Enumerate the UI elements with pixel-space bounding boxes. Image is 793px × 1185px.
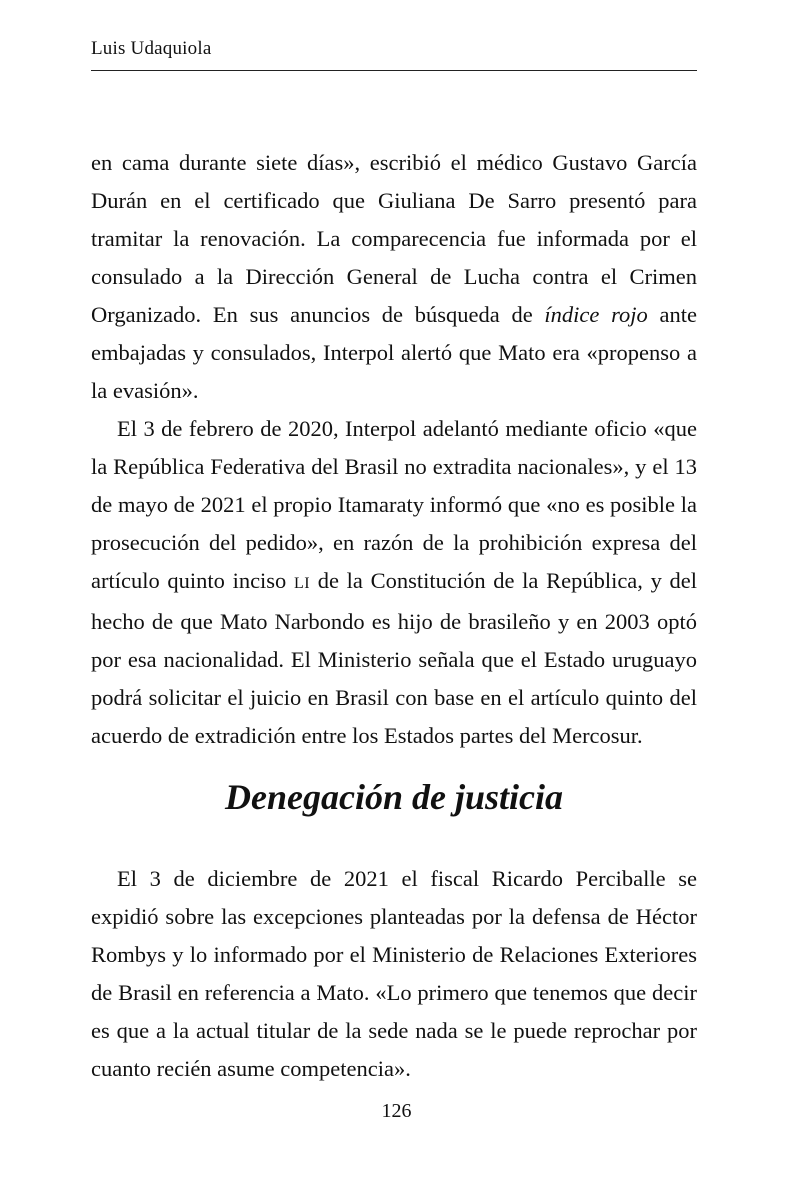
body-text-top [91,144,697,755]
emphasis-text: índice rojo [544,302,648,327]
paragraph-interpol [91,410,697,755]
paragraph-text: en cama durante siete días», escribió el médico Gustavo García Durán en el certificado que Giuliana De Sarro presentó para tramitar la renovación. La comparecencia fue informada por el consulado a la Dirección General de Lucha contra el Crimen Organizado. En sus anuncios de búsqueda de [91,150,697,327]
paragraph-text: El 3 de febrero de 2020, Interpol adelantó mediante oficio «que la República Federativa del Brasil no extradita nacionales», y el 13 de mayo de 2021 el propio Itamaraty informó que «no es posible la prosecución del pedido», en razón de la prohibición expresa del artículo quinto inciso [91,416,697,593]
smallcaps-text: LI [293,575,311,592]
paragraph-fiscal: El 3 de diciembre de 2021 el fiscal Ricardo Perciballe se expidió sobre las excepciones planteadas por la defensa de Héctor Rombys y lo informado por el Ministerio de Relaciones Exteriores de Brasil en referencia a Mato. «Lo primero que tenemos que decir es que a la actual titular de la sede nada se le puede reprochar por cuanto recién asume competencia». [91,866,697,1081]
header-rule [91,70,697,71]
section-heading: Denegación de justicia [225,777,563,817]
paragraph-continuation [91,144,697,410]
paragraph-text: de la Constitución de la República, y del hecho de que Mato Narbondo es hijo de brasileño y en 2003 optó por esa nacionalidad. El Ministerio señala que el Estado uruguayo podrá solicitar el juicio en Brasil con base en el artículo quinto del acuerdo de extradición entre los Estados partes del Mercosur. [91,568,697,748]
page-number: 126 [381,1100,412,1122]
running-head: Luis Udaquiola [91,38,212,59]
paragraph-text: ante embajadas y consulados, Interpol alertó que Mato era «propenso a la evasión». [91,302,697,403]
body-text-section [91,860,697,1088]
